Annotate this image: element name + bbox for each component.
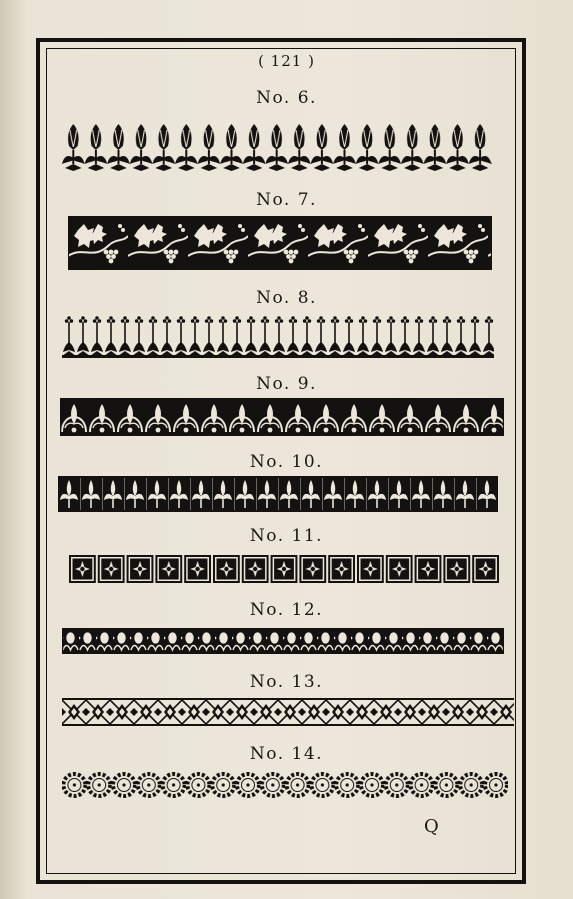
border-specimen-12 [62, 628, 504, 654]
border-label-11: No. 11. [249, 526, 324, 546]
border-specimen-11 [68, 554, 500, 584]
border-specimen-6 [62, 120, 492, 172]
border-specimen-13 [62, 698, 514, 726]
border-specimen-14 [62, 770, 508, 800]
border-specimen-9 [60, 398, 504, 436]
border-label-10: No. 10. [249, 452, 324, 472]
border-specimen-8 [62, 314, 494, 358]
border-label-9: No. 9. [256, 374, 317, 394]
border-label-13: No. 13. [249, 672, 324, 692]
page-number: ( 121 ) [258, 52, 315, 70]
border-label-12: No. 12. [249, 600, 324, 620]
border-specimen-10 [58, 476, 498, 512]
border-specimen-7 [68, 216, 492, 270]
border-label-14: No. 14. [249, 744, 324, 764]
signature-mark: Q [424, 816, 439, 837]
border-label-6: No. 6. [256, 88, 317, 108]
border-label-7: No. 7. [256, 190, 317, 210]
border-label-8: No. 8. [256, 288, 317, 308]
